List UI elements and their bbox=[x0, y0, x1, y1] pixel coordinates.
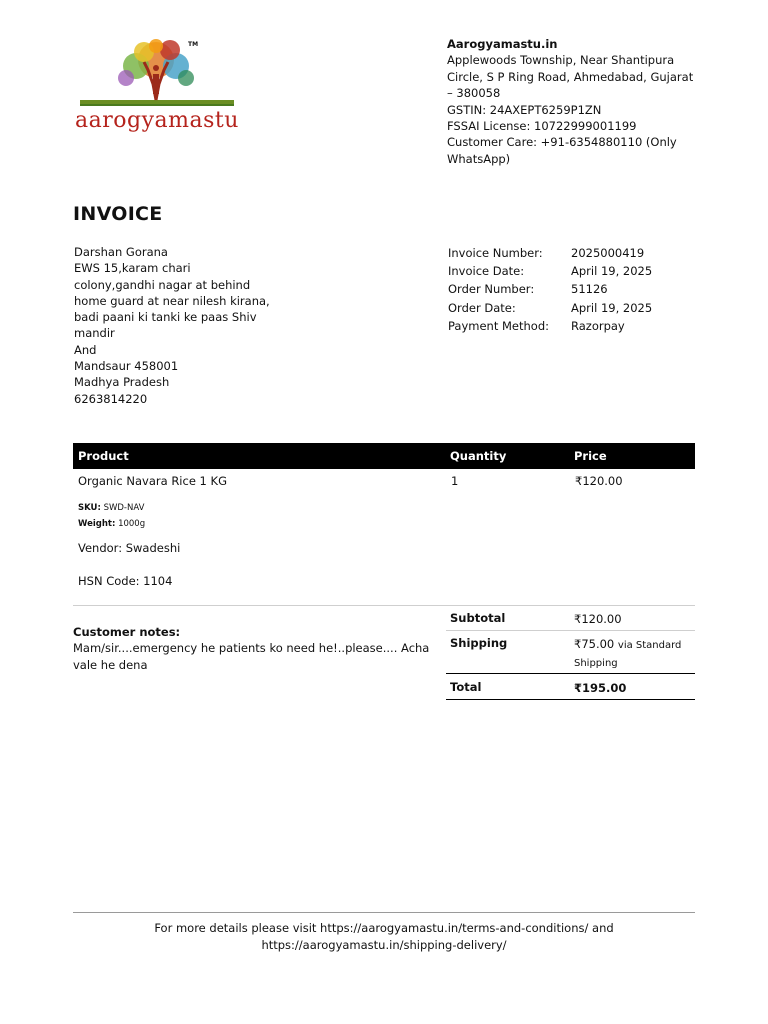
customer-city-zip: Mandsaur 458001 bbox=[74, 359, 179, 374]
tree-logo-icon bbox=[74, 38, 240, 118]
customer-notes bbox=[73, 624, 451, 673]
weight-value: 1000g bbox=[118, 519, 146, 529]
customer-phone: 6263814220 bbox=[74, 391, 148, 406]
billing-address bbox=[74, 244, 274, 407]
totals-row-total bbox=[446, 674, 695, 700]
item-price: ₹120.00 bbox=[575, 474, 623, 488]
subtotal-value: ₹120.00 bbox=[574, 612, 622, 626]
customer-name: Darshan Gorana bbox=[74, 245, 168, 259]
company-info bbox=[447, 36, 697, 167]
meta-label: Order Date: bbox=[448, 300, 516, 315]
sku-value: SWD-NAV bbox=[103, 503, 145, 513]
company-fssai: FSSAI License: 10722999001199 bbox=[447, 119, 637, 134]
invoice-title: INVOICE bbox=[73, 203, 163, 225]
shipping-value bbox=[574, 636, 694, 672]
shipping-method: via Standard Shipping bbox=[574, 640, 682, 669]
meta-label: Order Number: bbox=[448, 282, 535, 297]
customer-notes-text: Mam/sir....emergency he patients ko need he!..please.... Acha vale he dena bbox=[73, 641, 430, 672]
meta-row-order-number bbox=[448, 281, 698, 299]
company-gstin: GSTIN: 24AXEPT6259P1ZN bbox=[447, 102, 602, 117]
meta-value: 2025000419 bbox=[571, 246, 645, 260]
meta-label: Payment Method: bbox=[448, 318, 550, 333]
company-address: Applewoods Township, Near Shantipura Circle, S P Ring Road, Ahmedabad, Gujarat – 380058 bbox=[447, 53, 694, 101]
meta-row-invoice-number bbox=[448, 245, 698, 263]
meta-row-order-date bbox=[448, 300, 698, 318]
meta-row-invoice-date bbox=[448, 263, 698, 281]
subtotal-label: Subtotal bbox=[450, 611, 506, 625]
meta-value: Razorpay bbox=[571, 318, 625, 333]
customer-address-line2: And bbox=[74, 342, 97, 357]
meta-value: April 19, 2025 bbox=[571, 300, 653, 315]
meta-value: April 19, 2025 bbox=[571, 264, 653, 279]
company-logo bbox=[74, 38, 240, 142]
totals-row-subtotal bbox=[446, 606, 695, 631]
company-customer-care: Customer Care: +91-6354880110 (Only WhatsApp) bbox=[447, 135, 677, 166]
shipping-label: Shipping bbox=[450, 636, 508, 650]
customer-address-line1: EWS 15,karam chari colony,gandhi nagar at behind home guard at near nilesh kirana, badi paani ki tanki ke paas Shiv mandir bbox=[74, 261, 270, 341]
meta-row-payment-method bbox=[448, 318, 698, 336]
footer-divider bbox=[73, 912, 695, 913]
trademark-mark: TM bbox=[188, 41, 199, 48]
sku-label: SKU: bbox=[78, 503, 101, 513]
item-hsn-code: HSN Code: 1104 bbox=[78, 574, 173, 588]
column-header-price: Price bbox=[574, 449, 607, 463]
item-vendor: Vendor: Swadeshi bbox=[78, 541, 181, 555]
item-details bbox=[78, 500, 145, 532]
logo-wordmark: aarogyamastu bbox=[75, 108, 239, 133]
meta-label: Invoice Date: bbox=[448, 264, 525, 279]
customer-notes-label: Customer notes: bbox=[73, 625, 181, 639]
company-name: Aarogyamastu.in bbox=[447, 37, 558, 51]
column-header-quantity: Quantity bbox=[450, 449, 507, 463]
weight-label: Weight: bbox=[78, 519, 116, 529]
item-weight bbox=[78, 516, 145, 532]
total-label: Total bbox=[450, 680, 482, 694]
meta-label: Invoice Number: bbox=[448, 246, 543, 260]
items-table-header bbox=[73, 443, 695, 469]
item-sku bbox=[78, 500, 145, 516]
item-product-name: Organic Navara Rice 1 KG bbox=[78, 474, 227, 488]
item-quantity: 1 bbox=[451, 474, 459, 488]
customer-state: Madhya Pradesh bbox=[74, 375, 170, 390]
totals-table bbox=[446, 606, 695, 700]
footer-text: For more details please visit https://aarogyamastu.in/terms-and-conditions/ and https://aarogyamastu.in/shipping-delivery/ bbox=[154, 921, 614, 952]
shipping-amount: ₹75.00 bbox=[574, 637, 615, 651]
column-header-product: Product bbox=[78, 449, 129, 463]
invoice-meta bbox=[448, 245, 698, 336]
total-value: ₹195.00 bbox=[574, 681, 627, 695]
totals-row-shipping bbox=[446, 631, 695, 674]
meta-value: 51126 bbox=[571, 282, 608, 297]
